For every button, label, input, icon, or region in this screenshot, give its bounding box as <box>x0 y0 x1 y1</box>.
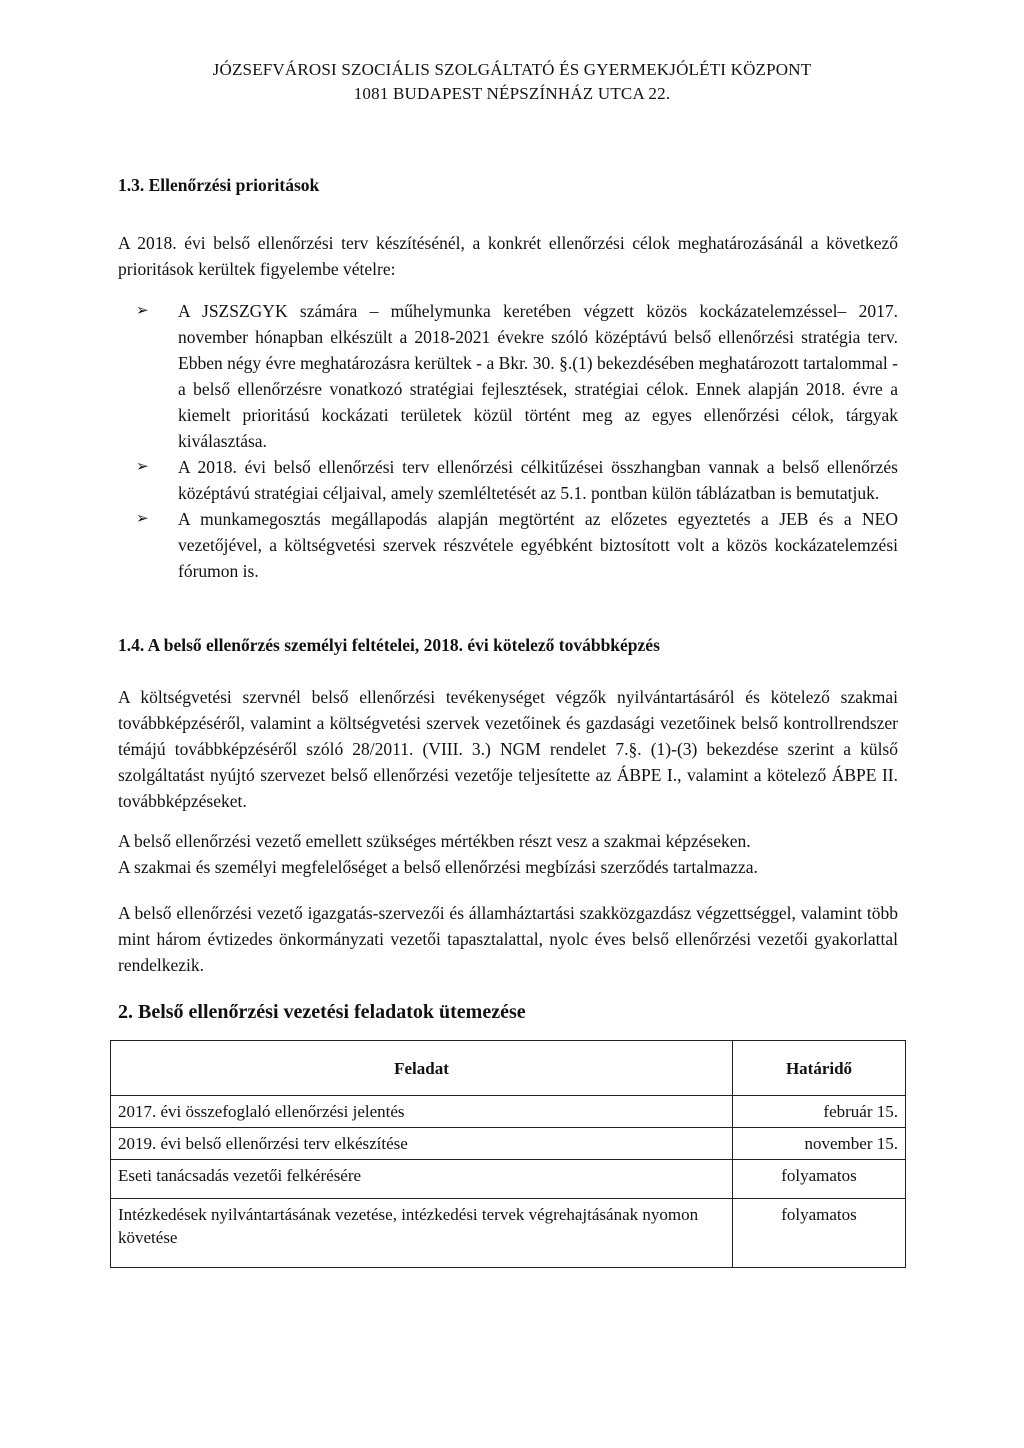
schedule-table <box>110 1040 906 1268</box>
table-row <box>111 1128 906 1160</box>
paragraph-line: A belső ellenőrzési vezető emellett szükséges mértékben részt vesz a szakmai képzéseken. <box>118 831 751 851</box>
arrow-bullet-icon: ➢ <box>136 303 149 319</box>
deadline-cell: folyamatos <box>733 1199 906 1268</box>
header-address: 1081 BUDAPEST NÉPSZÍNHÁZ UTCA 22. <box>353 84 671 103</box>
header-organization: JÓZSEFVÁROSI SZOCIÁLIS SZOLGÁLTATÓ ÉS GYERMEKJÓLÉTI KÖZPONT <box>212 60 812 79</box>
list-item <box>136 454 898 506</box>
task-cell: Eseti tanácsadás vezetői felkérésére <box>111 1160 733 1199</box>
table-row <box>111 1199 906 1268</box>
section-2-title: 2. Belső ellenőrzési vezetési feladatok ütemezése <box>118 1001 526 1023</box>
list-item <box>136 506 898 584</box>
priority-list <box>136 298 898 584</box>
table-row <box>111 1096 906 1128</box>
table-row <box>111 1160 906 1199</box>
task-cell: 2019. évi belső ellenőrzési terv elkészítése <box>111 1128 733 1160</box>
section-1-4-paragraph-1: A költségvetési szervnél belső ellenőrzési tevékenységet végzők nyilvántartásáról és kötelező szakmai továbbképzéséről, valamint a költségvetési szervek vezetőinek és gazdasági vezetőinek belső kontrollrendszer témájú továbbképzéséről szóló 28/2011. (VIII. 3.) NGM rendelet 7.§. (1)-(3) bekezdése szerint a külső szolgáltatást nyújtó szervezet belső ellenőrzési vezetője teljesítette az ÁBPE I., valamint a kötelező ÁBPE II. továbbképzéseket. <box>118 687 898 811</box>
arrow-bullet-icon: ➢ <box>136 511 149 527</box>
list-item-text: A 2018. évi belső ellenőrzési terv ellenőrzési célkitűzései összhangban vannak a belső ellenőrzés középtávú stratégiai céljaival, amely szemléltetését az 5.1. pontban külön táblázatban is bemutatjuk. <box>178 457 898 503</box>
list-item-text: A JSZSZGYK számára – műhelymunka keretében végzett közös kockázatelemzéssel– 2017. november hónapban elkészült a 2018-2021 évekre szóló középtávú belső ellenőrzési stratégia terv. Ebben négy évre meghatározásra kerültek - a Bkr. 30. §.(1) bekezdésében meghatározott tartalommal - a belső ellenőrzésre vonatkozó stratégiai fejlesztések, stratégiai célok. Ennek alapján 2018. évre a kiemelt prioritású kockázati területek közül történt meg az egyes ellenőrzési célok, tárgyak kiválasztása. <box>178 301 898 451</box>
task-cell: Intézkedések nyilvántartásának vezetése, intézkedési tervek végrehajtásának nyomon követése <box>111 1199 733 1268</box>
table-header-row <box>111 1041 906 1096</box>
deadline-cell: február 15. <box>733 1096 906 1128</box>
task-cell: 2017. évi összefoglaló ellenőrzési jelentés <box>111 1096 733 1128</box>
section-1-4-paragraph-2 <box>118 828 898 880</box>
section-1-4-paragraph-3: A belső ellenőrzési vezető igazgatás-szervezői és államháztartási szakközgazdász végzettséggel, valamint több mint három évtizedes önkormányzati vezetői tapasztalattal, nyolc éves belső ellenőrzési vezetői gyakorlattal rendelkezik. <box>118 903 898 975</box>
section-1-4-title: 1.4. A belső ellenőrzés személyi feltételei, 2018. évi kötelező továbbképzés <box>118 635 660 655</box>
section-1-3-title: 1.3. Ellenőrzési prioritások <box>118 175 320 195</box>
column-header-deadline: Határidő <box>733 1041 906 1096</box>
arrow-bullet-icon: ➢ <box>136 459 149 475</box>
deadline-cell: folyamatos <box>733 1160 906 1199</box>
list-item <box>136 298 898 454</box>
section-1-3-intro: A 2018. évi belső ellenőrzési terv készítésénél, a konkrét ellenőrzési célok meghatározásánál a következő prioritások kerültek figyelembe vételre: <box>118 233 898 279</box>
deadline-cell: november 15. <box>733 1128 906 1160</box>
list-item-text: A munkamegosztás megállapodás alapján megtörtént az előzetes egyeztetés a JEB és a NEO vezetőjével, a költségvetési szervek részvétele egyébként biztosított volt a közös kockázatelemzési fórumon is. <box>178 509 898 581</box>
paragraph-line: A szakmai és személyi megfelelőséget a belső ellenőrzési megbízási szerződés tartalmazza. <box>118 857 758 877</box>
document-header <box>0 58 1024 106</box>
column-header-task: Feladat <box>111 1041 733 1096</box>
